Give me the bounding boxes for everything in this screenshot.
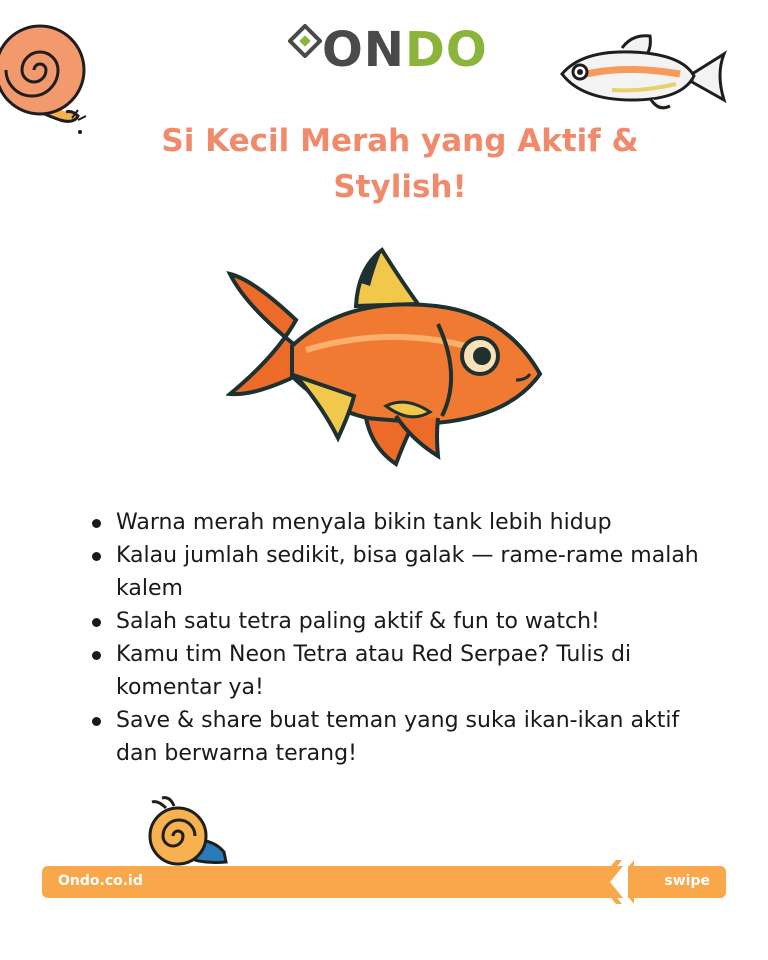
list-item-text: Kalau jumlah sedikit, bisa galak — rame-rame malah kalem — [116, 543, 699, 601]
small-snail-icon — [144, 796, 232, 868]
bullet-dot — [92, 552, 101, 561]
list-item — [90, 539, 710, 605]
list-item-text: Salah satu tetra paling aktif & fun to watch! — [116, 609, 600, 634]
logo-diamond-icon — [288, 24, 322, 58]
footer-bar — [42, 866, 726, 898]
neon-tetra-icon — [552, 30, 732, 114]
list-item-text: Save & share buat teman yang suka ikan-ikan aktif dan berwarna terang! — [116, 708, 680, 766]
page-title: Si Kecil Merah yang Aktif & Stylish! — [161, 123, 639, 205]
list-item — [90, 638, 710, 704]
brand-name-part2: DO — [404, 22, 488, 78]
bullet-dot — [92, 519, 101, 528]
red-serpae-fish-icon — [226, 246, 544, 468]
bullet-dot — [92, 717, 101, 726]
list-item — [90, 506, 710, 539]
brand-name — [322, 22, 488, 78]
swipe-button[interactable] — [634, 866, 726, 898]
brand-name-part1: ON — [322, 22, 405, 78]
list-item — [90, 605, 710, 638]
bullet-list — [90, 506, 710, 770]
bullet-dot — [92, 618, 101, 627]
footer-website[interactable]: Ondo.co.id — [58, 873, 143, 889]
swipe-label: swipe — [664, 873, 710, 889]
brand-logo — [288, 22, 488, 98]
bullet-dot — [92, 651, 101, 660]
chevron-left-icon — [602, 860, 634, 904]
snail-icon — [0, 14, 92, 136]
list-item — [90, 704, 710, 770]
list-item-text: Kamu tim Neon Tetra atau Red Serpae? Tulis di komentar ya! — [116, 642, 632, 700]
list-item-text: Warna merah menyala bikin tank lebih hidup — [116, 510, 612, 535]
